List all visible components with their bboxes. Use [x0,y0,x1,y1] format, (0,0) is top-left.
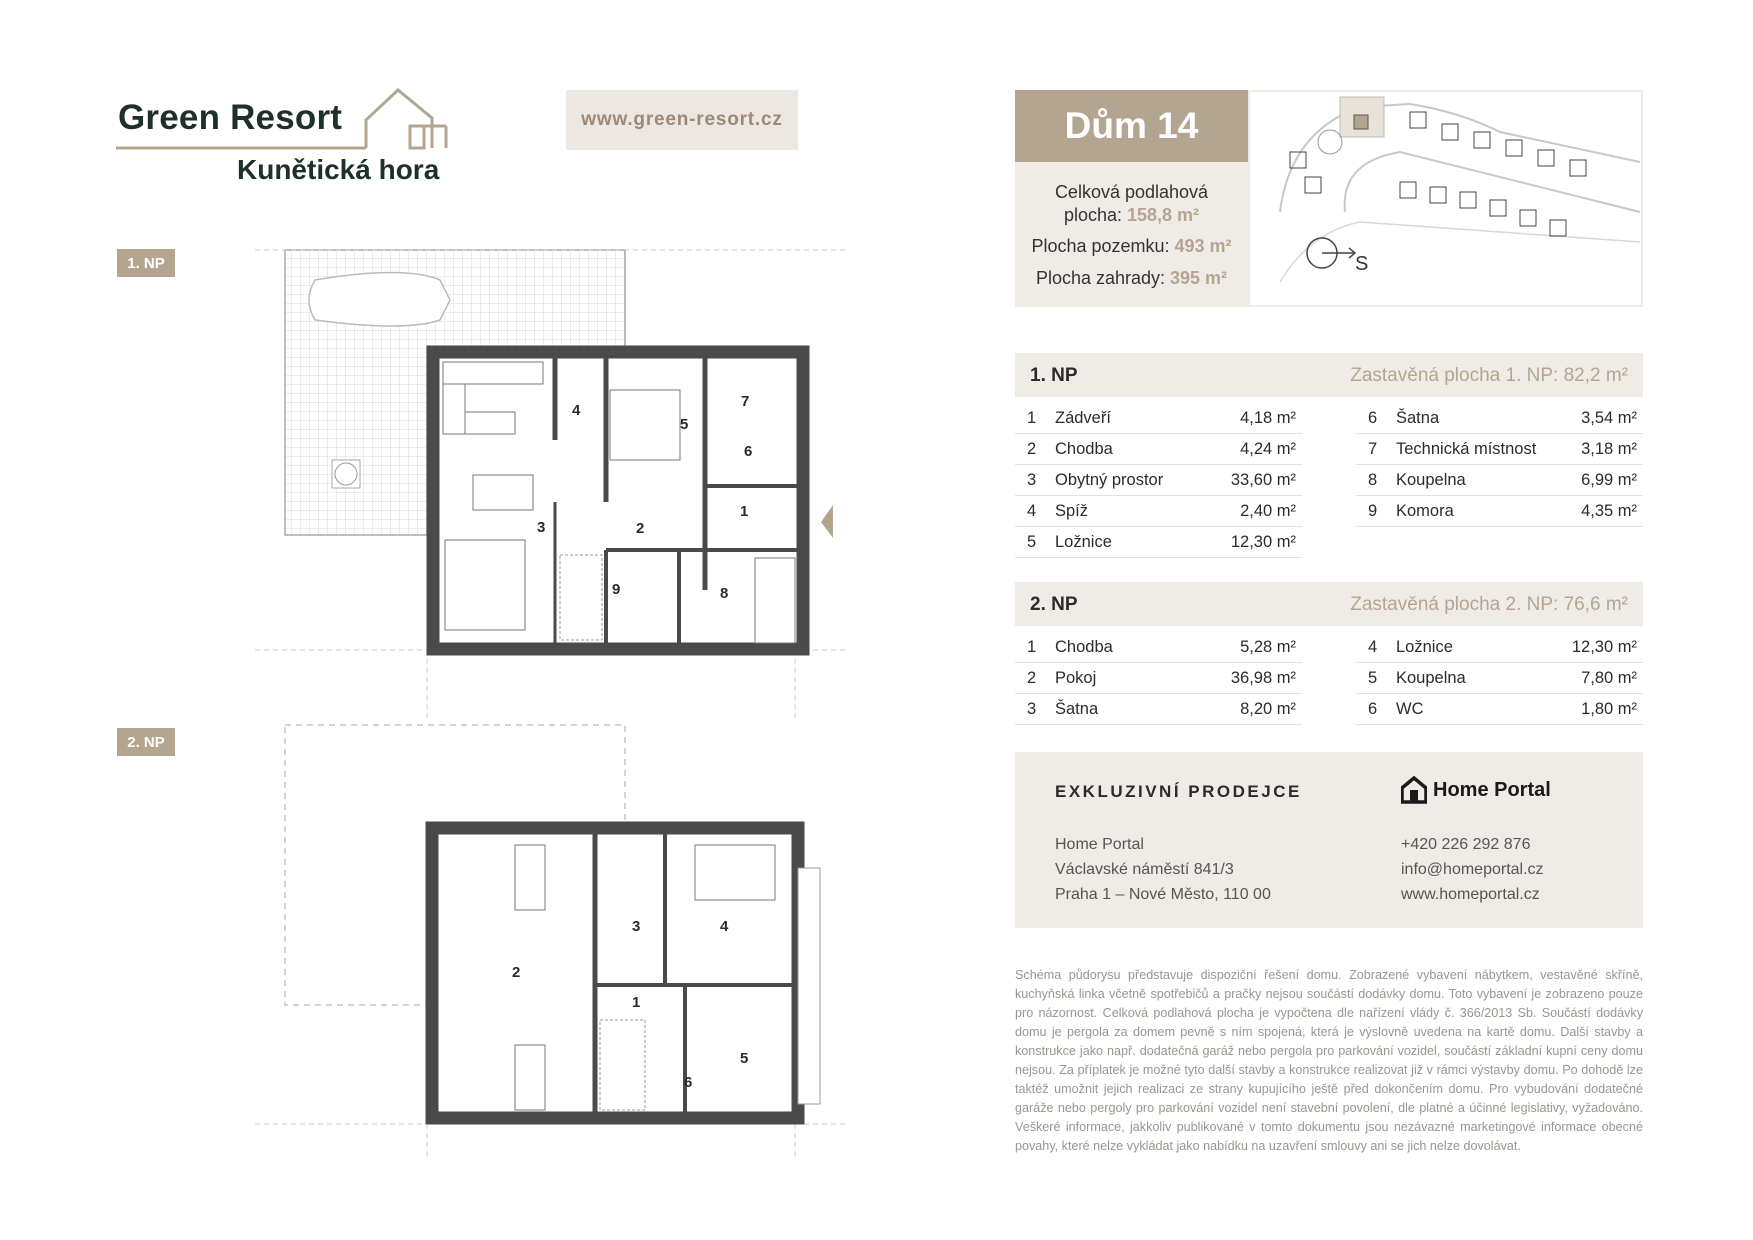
total-area-line [1015,205,1248,226]
seller-address [1055,832,1271,907]
plan1-room-number: 1 [740,503,749,520]
room-number: 1 [1027,638,1037,656]
room-number: 1 [1027,409,1037,427]
seller-company: Home Portal [1055,836,1144,853]
table-row [1015,693,1302,725]
room-name: Zádveří [1055,409,1111,427]
room-name: Ložnice [1396,638,1453,656]
plan2-room-number: 2 [512,964,521,981]
table-row [1015,464,1302,496]
room-area: 3,18 m² [1581,440,1637,458]
room-name: Spíž [1055,502,1089,520]
room-name: Technická místnost [1396,440,1537,458]
room-number: 4 [1027,502,1037,520]
room-number: 5 [1027,533,1037,551]
plan2-room-number: 1 [632,994,641,1011]
room-number: 3 [1027,700,1037,718]
plan1-room-number: 3 [537,519,546,536]
table-row [1015,662,1302,694]
table-row [1015,526,1302,558]
disclaimer-text: Schéma půdorysu představuje dispoziční řešení domu. Zobrazené vybavení nábytkem, vestavěné skříně, kuchyňská linka včetně spotřebičů a pračky nejsou součástí dodávky domu. Toto vybavení je zobrazeno pouze pro názornost. Celková podlahová plocha je vypočtena dle nařízení vlády č. 366/2013 Sb. Součástí dodávky domu je pergola za domem pevně s ním spojená, která je výslovně uvedena na kartě domu. Další stavby a konstrukce jako např. dodatečná garáž nebo pergola pro parkování vozidel, součástí základní kupní ceny domu nejsou. Za příplatek je možné tyto další stavby a konstrukce realizovat již v rámci výstavby domu. Po dohodě lze taktéž umožnit jejich realizaci ze strany kupujícího ještě před dokončením domu. Pro vybudování dodatečné garáže nebo pergoly pro parkování vozidel není stavební povolení, dle platné a účinné legislativy, vyžadováno. Veškeré informace, jakkoliv publikované v tomto dokumentu jsou nezávazné marketingové informace obecné povahy, které nelze vykládat jako nabídku na uzavření smlouvy ani se jich nelze dovolávat. [1015,968,1643,1153]
home-portal-logo [1401,776,1551,804]
website-badge[interactable]: www.green-resort.cz [566,90,798,150]
room-name: WC [1396,700,1424,718]
home-portal-icon [1401,776,1427,804]
table-row [1015,402,1302,434]
np1-header [1015,353,1643,397]
room-area: 33,60 m² [1230,471,1296,489]
room-name: Šatna [1055,700,1099,718]
plan1-room-number: 9 [612,581,621,598]
np2-title: 2. NP [1030,594,1078,615]
brand-subtitle: Kunětická hora [237,154,440,185]
seller-channels [1401,832,1544,907]
room-area: 5,28 m² [1240,638,1296,656]
room-number: 5 [1368,669,1378,687]
room-area: 4,18 m² [1240,409,1296,427]
room-area: 8,20 m² [1240,700,1296,718]
plan2-room-number: 6 [684,1074,693,1091]
plan1-room-number: 8 [720,585,729,602]
table-row [1356,631,1643,663]
table-row [1356,662,1643,694]
floor-tag-2np: 2. NP [117,728,175,756]
room-number: 3 [1027,471,1037,489]
home-portal-logo-text: Home Portal [1433,778,1551,801]
seller-web[interactable]: www.homeportal.cz [1401,886,1540,903]
plot-area-value: 493 m² [1174,236,1232,256]
seller-city: Praha 1 – Nové Město, 110 00 [1055,886,1271,903]
seller-email[interactable]: info@homeportal.cz [1401,861,1544,878]
site-map [1248,90,1643,307]
garden-area-line [1015,268,1248,289]
total-area-label-2: plocha: [1063,205,1127,225]
floor-tag-1np: 1. NP [117,249,175,277]
room-name: Chodba [1055,440,1113,458]
table-row [1356,402,1643,434]
plan1-room-number: 4 [572,402,581,419]
plan1-room-number: 7 [741,393,750,410]
house-logo-icon [116,88,450,150]
plan2-room-number: 5 [740,1050,749,1067]
seller-phone[interactable]: +420 226 292 876 [1401,836,1531,853]
np2-built-area: Zastavěná plocha 2. NP: 76,6 m² [1350,594,1628,615]
table-row [1356,693,1643,725]
table-row [1015,433,1302,465]
room-area: 2,40 m² [1240,502,1296,520]
house-title: Dům 14 [1015,90,1248,162]
seller-heading: EXKLUZIVNÍ PRODEJCE [1055,782,1302,801]
room-area: 4,35 m² [1581,502,1637,520]
room-area: 6,99 m² [1581,471,1637,489]
total-area-label: Celková podlahová [1054,182,1209,202]
room-area: 3,54 m² [1581,409,1637,427]
plan2-room-number: 4 [720,918,729,935]
room-name: Pokoj [1055,669,1097,687]
room-name: Koupelna [1396,669,1466,687]
floor-plan-1np [255,240,850,720]
room-number: 2 [1027,669,1037,687]
table-row [1015,495,1302,527]
room-number: 4 [1368,638,1378,656]
plot-area-line [1015,236,1248,257]
table-row [1356,464,1643,496]
table-row [1015,631,1302,663]
brand-title: Green Resort [118,98,343,137]
room-area: 7,80 m² [1581,669,1637,687]
seller-street: Václavské náměstí 841/3 [1055,861,1234,878]
compass-label: S [1355,253,1369,275]
garden-area-value: 395 m² [1170,268,1228,288]
room-name: Koupelna [1396,471,1466,489]
room-number: 9 [1368,502,1378,520]
np1-title: 1. NP [1030,365,1078,386]
room-area: 36,98 m² [1230,669,1296,687]
site-plan-drawing [1250,92,1641,305]
room-number: 6 [1368,409,1378,427]
room-area: 4,24 m² [1240,440,1296,458]
room-area: 1,80 m² [1581,700,1637,718]
seller-contact-box [1015,752,1643,928]
total-area-value: 158,8 m² [1127,205,1200,225]
table-row [1356,433,1643,465]
room-name: Obytný prostor [1055,471,1164,489]
garden-area-label: Plocha zahrady: [1035,268,1171,288]
house-summary [1015,162,1248,307]
plan1-room-number: 5 [680,416,689,433]
room-name: Šatna [1396,409,1440,427]
room-number: 2 [1027,440,1037,458]
room-number: 8 [1368,471,1378,489]
plan2-room-number: 3 [632,918,641,935]
room-area: 12,30 m² [1230,533,1296,551]
room-name: Chodba [1055,638,1113,656]
room-name: Ložnice [1055,533,1112,551]
room-number: 7 [1368,440,1378,458]
room-area: 12,30 m² [1571,638,1637,656]
np1-built-area: Zastavěná plocha 1. NP: 82,2 m² [1350,365,1628,386]
plan1-room-number: 6 [744,443,753,460]
np2-header [1015,582,1643,626]
table-row [1356,495,1643,527]
room-name: Komora [1396,502,1454,520]
room-number: 6 [1368,700,1378,718]
floor-plan-2np [255,720,850,1170]
plot-area-label: Plocha pozemku: [1031,236,1175,256]
plan1-room-number: 2 [636,520,645,537]
